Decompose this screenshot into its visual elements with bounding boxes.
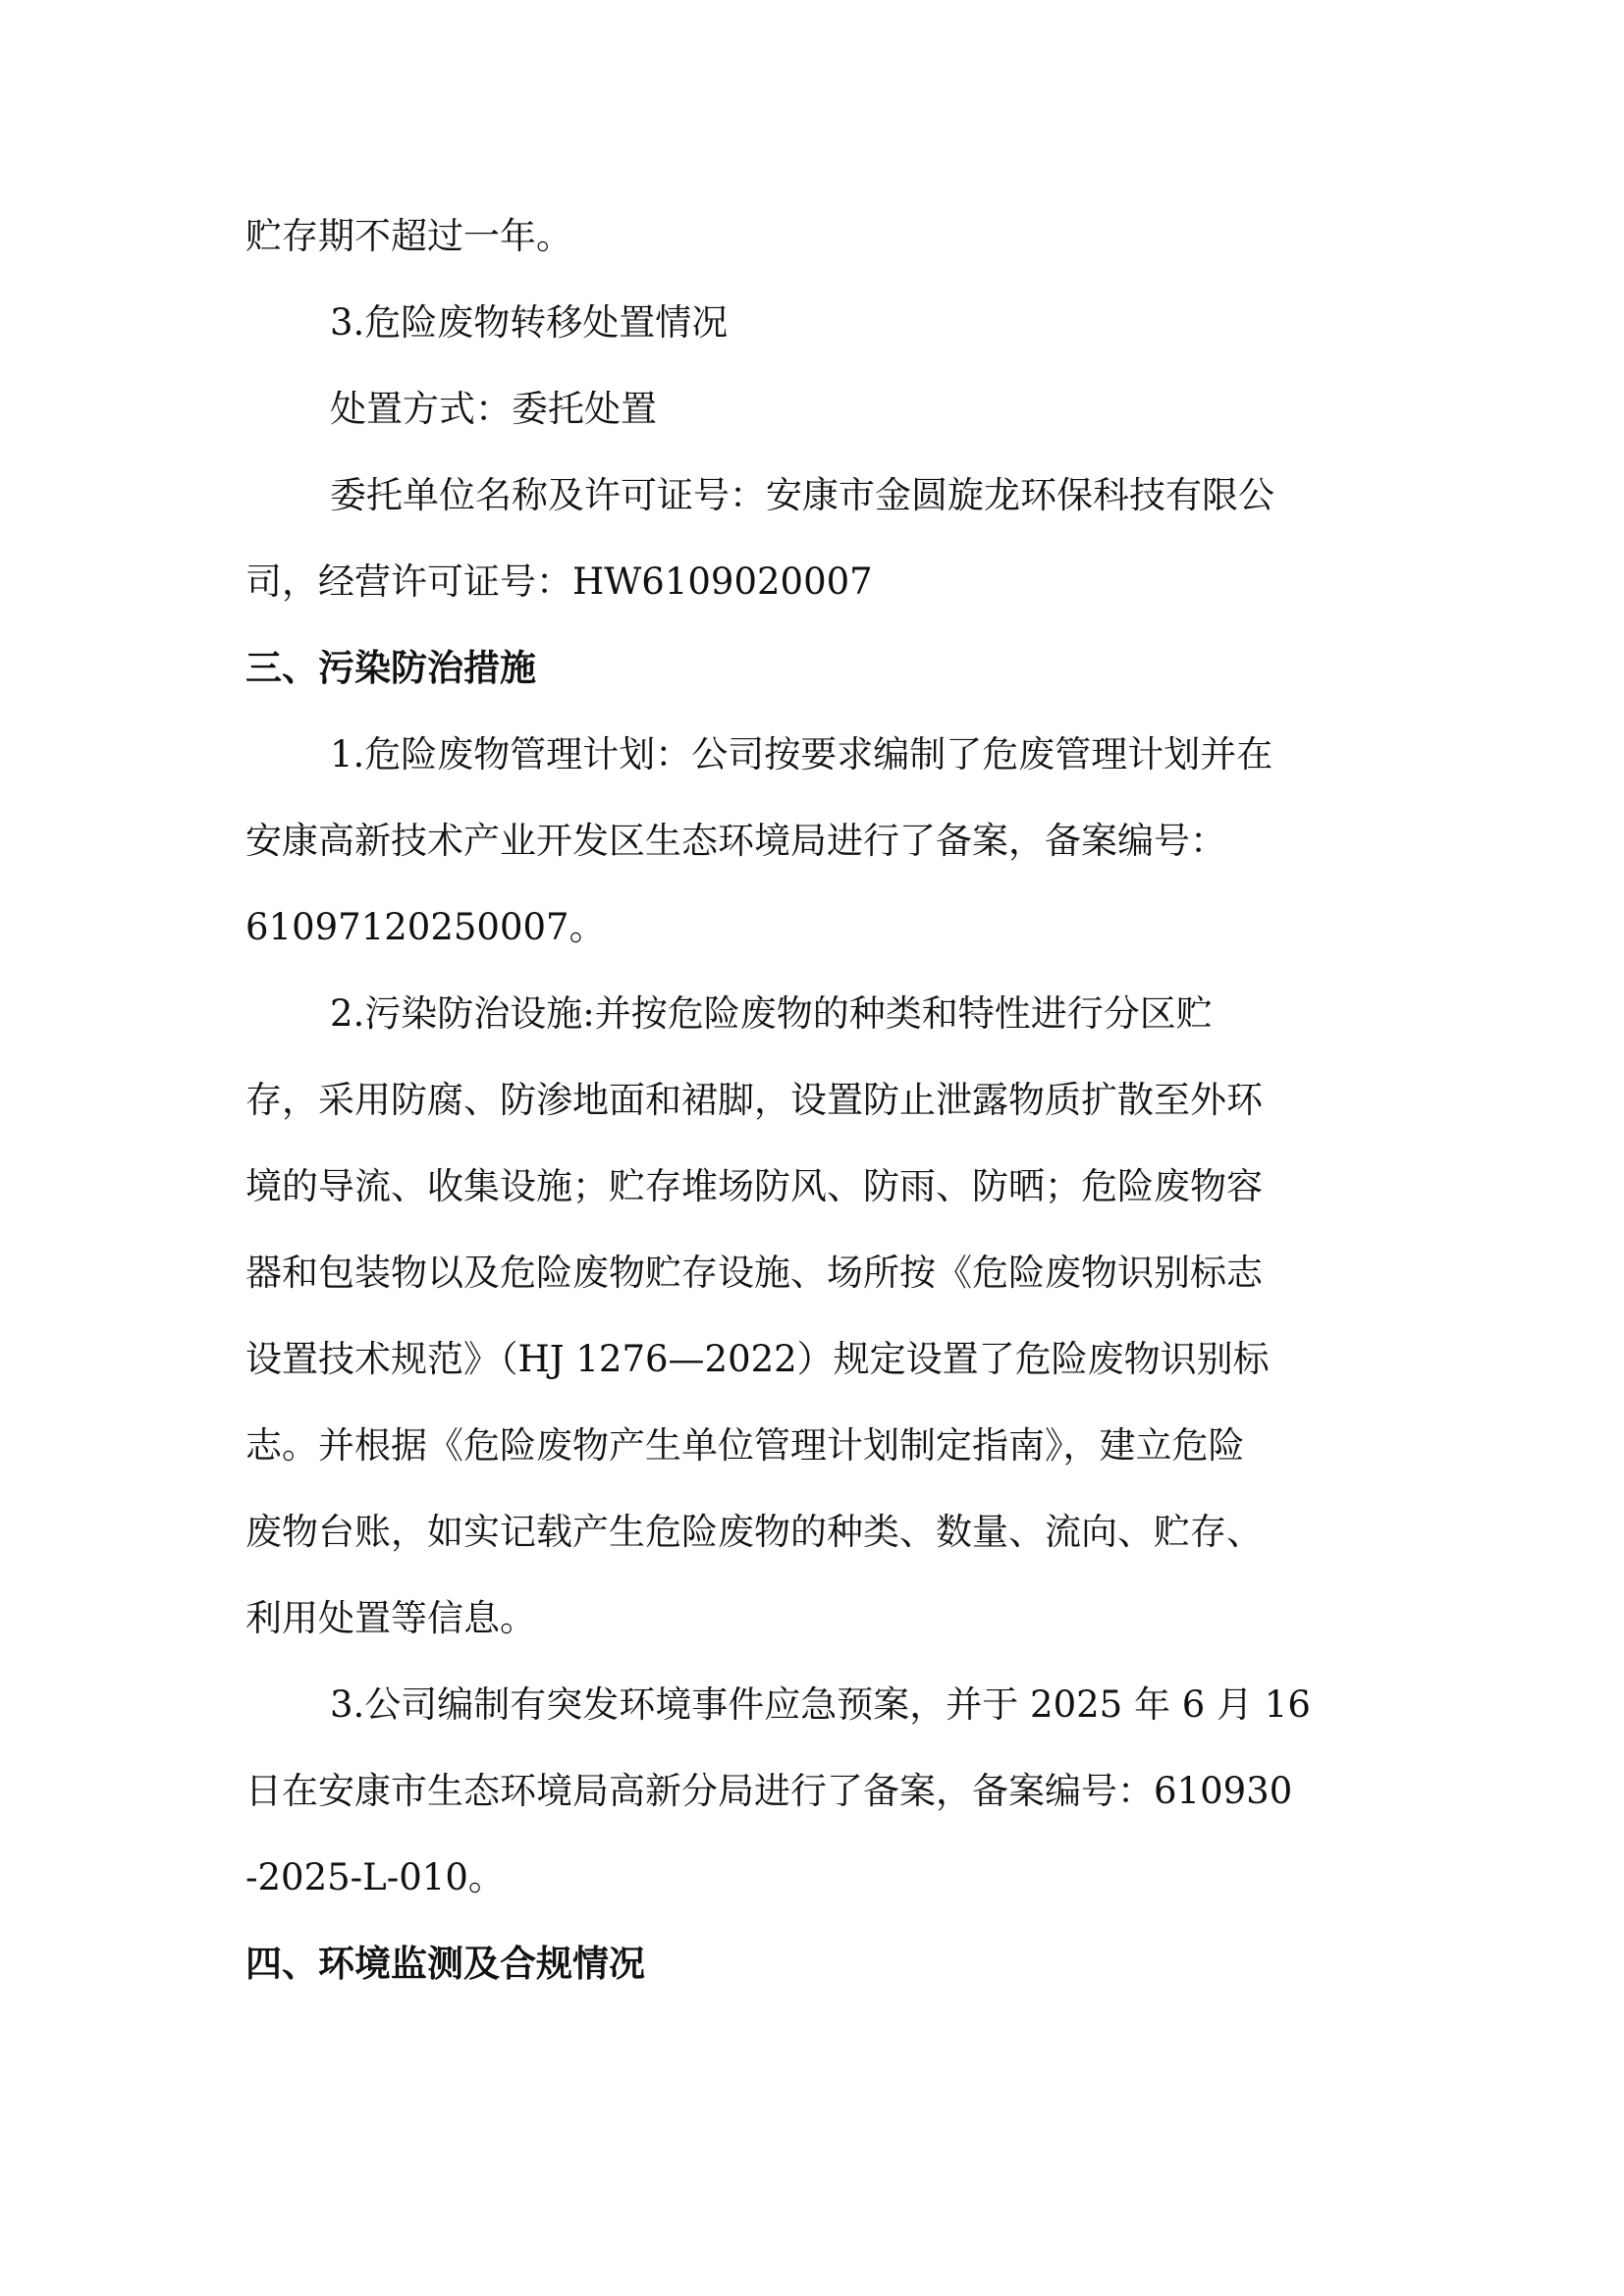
text-line-plan-record-number: 61097120250007。 <box>245 906 606 948</box>
text-line-storage-period: 贮存期不超过一年。 <box>245 215 572 257</box>
section-heading-pollution-prevention: 三、污染防治措施 <box>245 647 536 689</box>
text-line-license-number: 司，经营许可证号：HW6109020007 <box>245 561 873 603</box>
text-line-disposal-method: 处置方式：委托处置 <box>330 388 657 430</box>
text-line-management-plan-cont: 安康高新技术产业开发区生态环境局进行了备案，备案编号： <box>245 820 1226 862</box>
subheading-transfer-disposal: 3.危险废物转移处置情况 <box>330 301 729 344</box>
text-line-facilities-cont-3: 器和包装物以及危险废物贮存设施、场所按《危险废物识别标志 <box>245 1252 1263 1294</box>
text-line-emergency-plan: 3.公司编制有突发环境事件应急预案，并于 2025 年 6 月 16 <box>330 1683 1311 1726</box>
text-line-emergency-plan-cont: 日在安康市生态环境局高新分局进行了备案，备案编号：610930 <box>245 1770 1293 1812</box>
section-heading-monitoring-compliance: 四、环境监测及合规情况 <box>245 1943 645 1985</box>
text-line-facilities-cont-1: 存，采用防腐、防渗地面和裙脚，设置防止泄露物质扩散至外环 <box>245 1079 1263 1121</box>
text-line-prevention-facilities: 2.污染防治设施:并按危险废物的种类和特性进行分区贮 <box>330 992 1213 1035</box>
text-line-facilities-cont-6: 废物台账，如实记载产生危险废物的种类、数量、流向、贮存、 <box>245 1511 1263 1553</box>
text-line-contractor-name: 委托单位名称及许可证号：安康市金圆旋龙环保科技有限公 <box>330 474 1274 516</box>
text-line-facilities-cont-5: 志。并根据《危险废物产生单位管理计划制定指南》，建立危险 <box>245 1424 1245 1467</box>
text-line-facilities-cont-4: 设置技术规范》（HJ 1276—2022）规定设置了危险废物识别标 <box>245 1338 1270 1380</box>
text-line-emergency-record-number: -2025-L-010。 <box>245 1856 505 1898</box>
text-line-management-plan: 1.危险废物管理计划：公司按要求编制了危废管理计划并在 <box>330 733 1273 775</box>
text-line-facilities-cont-7: 利用处置等信息。 <box>245 1597 536 1639</box>
text-line-facilities-cont-2: 境的导流、收集设施；贮存堆场防风、防雨、防晒；危险废物容 <box>245 1165 1263 1207</box>
